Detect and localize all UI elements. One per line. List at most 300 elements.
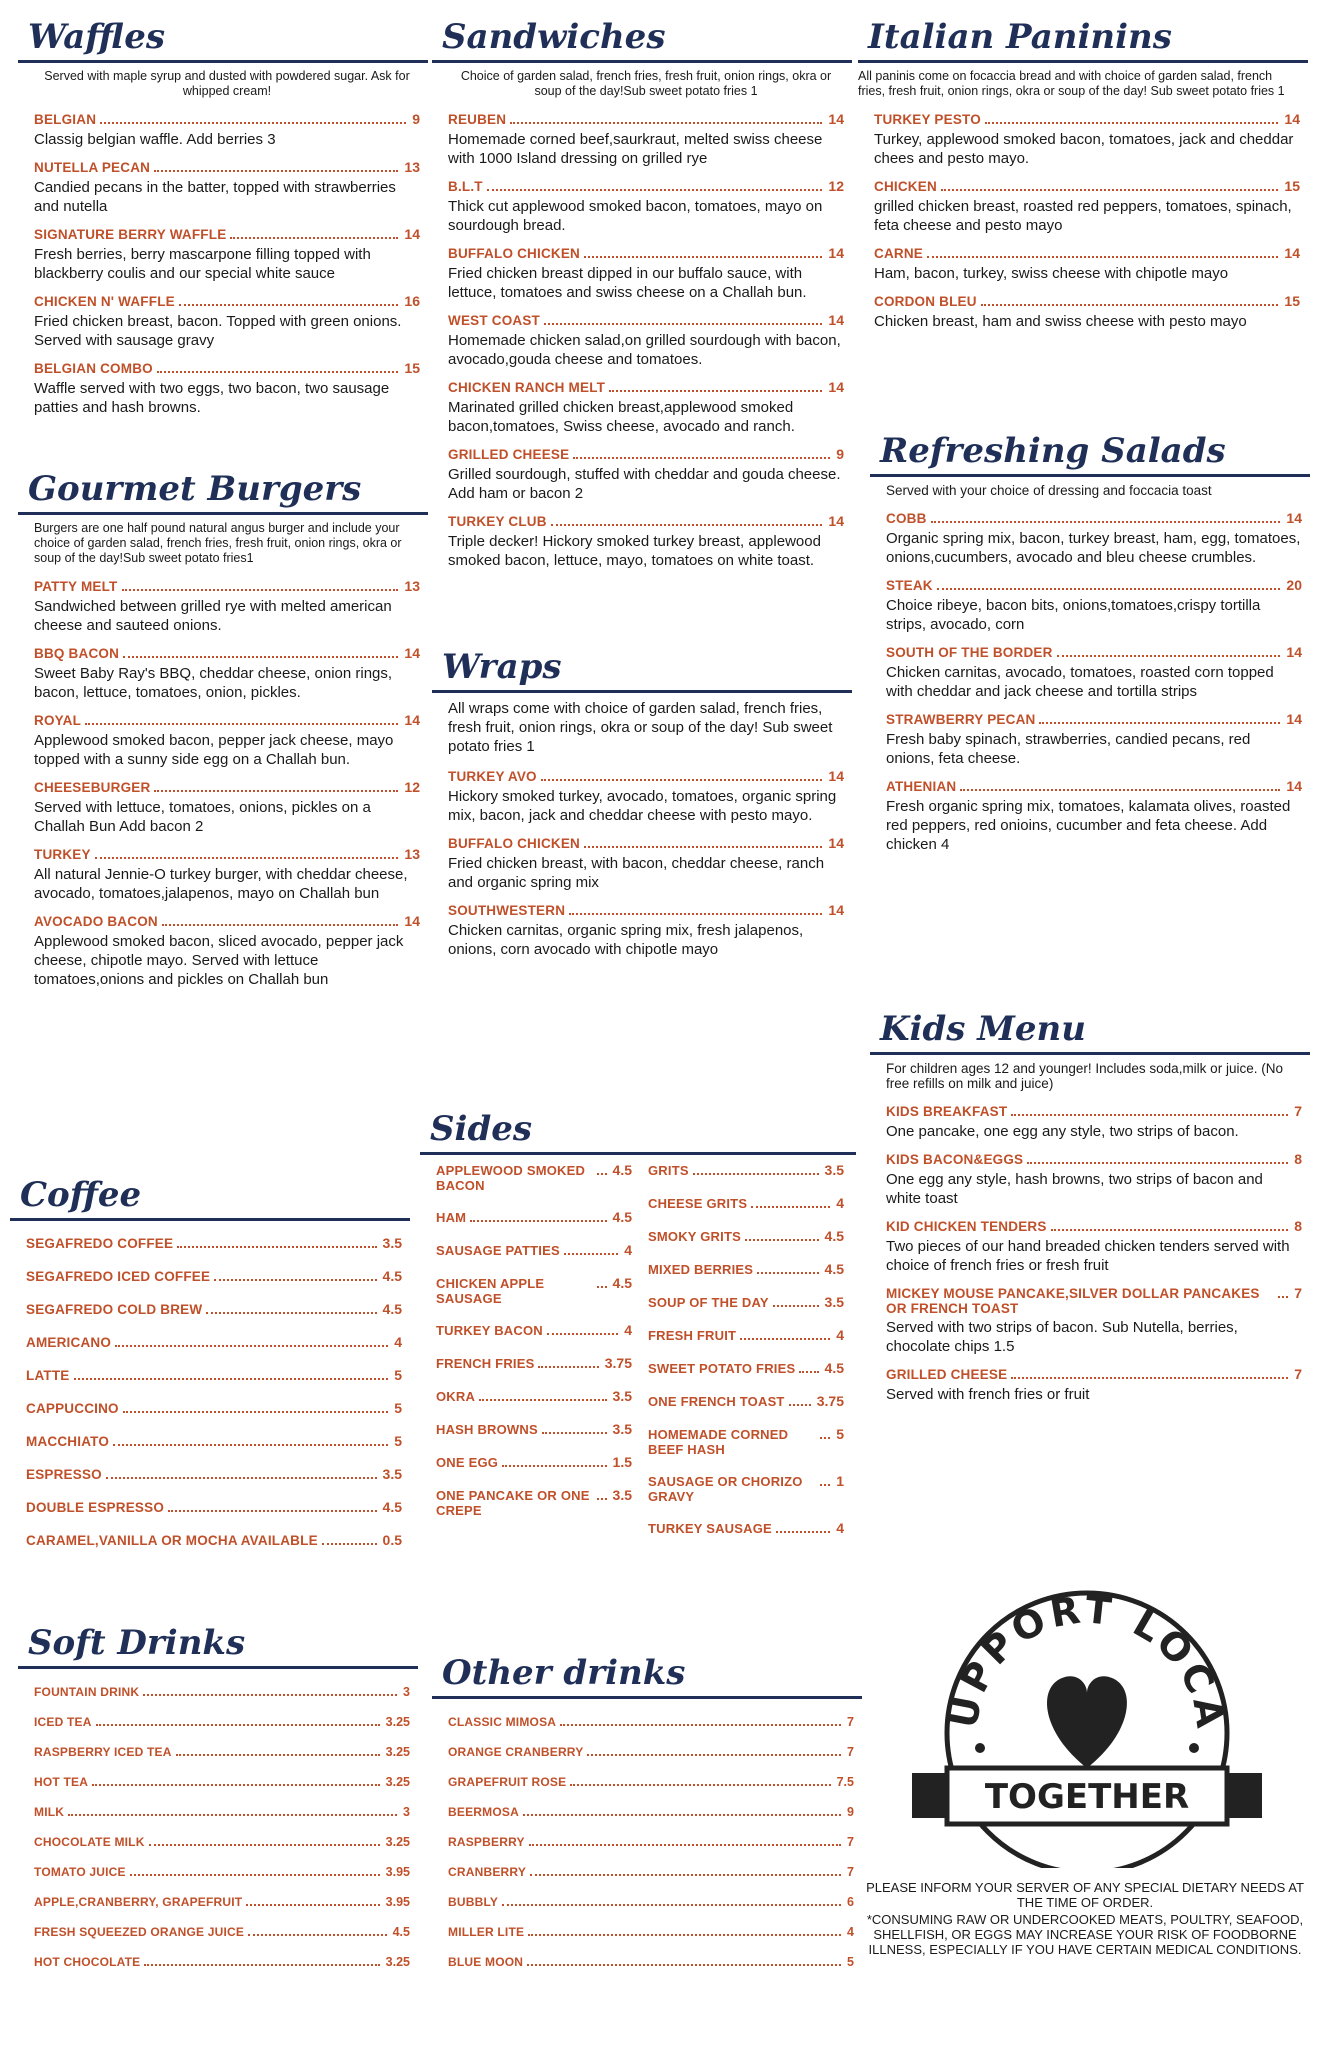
dot-leader [927,256,1278,258]
menu-item-description: Homemade chicken salad,on grilled sourdough with bacon, avocado,gouda cheese and tomatoes. [448,332,841,368]
section-divider [18,1666,418,1669]
menu-item [26,1466,402,1483]
menu-item [648,1360,844,1377]
menu-item-header [448,1865,854,1880]
badge-top-text: UPPORT LOCA [941,1587,1233,1735]
menu-item-price: 5 [394,1433,402,1449]
menu-item-header [34,1685,410,1700]
menu-item-price: 3.25 [385,1745,410,1759]
dot-leader [527,1964,841,1966]
menu-item-name: SEGAFREDO COLD BREW [26,1302,203,1317]
menu-item-description: Applewood smoked bacon, pepper jack cheese, mayo topped with a sunny side egg on a Challah bun. [34,732,394,768]
menu-item-price: 12 [828,178,844,194]
dot-leader [773,1305,819,1307]
menu-item-name: KIDS BACON&EGGS [886,1152,1024,1167]
menu-item-price: 14 [1286,711,1302,727]
menu-item-price: 3.75 [604,1355,632,1371]
menu-item-header [648,1195,844,1212]
section-intro: Served with your choice of dressing and foccacia toast [886,483,1212,498]
menu-item-name: PATTY MELT [34,579,118,594]
menu-item-header [436,1209,632,1226]
menu-list [870,1103,1310,1404]
menu-item [448,1925,854,1940]
sides-section [420,1106,856,1606]
menu-item-name: MIXED BERRIES [648,1262,754,1277]
menu-item-description: Ham, bacon, turkey, swiss cheese with chipotle mayo [874,265,1229,282]
dot-leader [751,1206,830,1208]
menu-item-header [34,1805,410,1820]
menu-item-description: Fresh organic spring mix, tomatoes, kalamata olives, roasted red peppers, red onioins, cucumber and feta cheese. Add chicken 4 [886,798,1291,853]
menu-item [874,293,1300,331]
dot-leader [573,457,830,459]
section-divider [18,512,428,515]
menu-item-name: TURKEY BACON [436,1323,543,1338]
menu-item [448,1745,854,1760]
dot-leader [693,1173,819,1175]
dot-leader [85,723,398,725]
menu-item-name: CHICKEN N' WAFFLE [34,294,175,309]
menu-item [436,1275,632,1306]
menu-item-name: AMERICANO [26,1335,112,1350]
menu-item-description: Choice ribeye, bacon bits, onions,tomatoes,crispy tortilla strips, avocado, corn [886,597,1261,633]
menu-item-header [448,768,844,785]
menu-item-header [26,1400,402,1417]
dot-leader [74,1378,389,1380]
menu-item-description: Two pieces of our hand breaded chicken tenders served with choice of french fries or fresh fruit [886,1238,1290,1274]
menu-item-description: Served with lettuce, tomatoes, onions, pickles on a Challah Bun Add bacon 2 [34,799,371,835]
menu-item [448,245,844,302]
menu-item-price: 4.5 [824,1228,844,1244]
menu-item-price: 3.5 [612,1487,632,1503]
menu-item-header [648,1473,844,1504]
menu-item-header [436,1487,632,1518]
menu-item-name: SMOKY GRITS [648,1229,741,1244]
menu-item-header [886,577,1302,594]
dot-leader [597,1173,607,1175]
menu-item-name: REUBEN [448,112,507,127]
menu-item-description: Chicken carnitas, avocado, tomatoes, roasted corn topped with cheddar and jack cheese and tortilla strips [886,664,1274,700]
menu-item-header [436,1355,632,1372]
menu-item [34,159,420,216]
section-divider [10,1218,410,1221]
section-title: Other drinks [442,1653,686,1693]
section-intro: For children ages 12 and younger! Includes soda,milk or juice. (No free refills on milk and juice) [886,1061,1283,1091]
menu-item-price: 4.5 [382,1499,402,1515]
menu-item-price: 3.5 [612,1388,632,1404]
menu-item-name: ICED TEA [34,1715,92,1729]
menu-item-header [26,1268,402,1285]
dot-leader [502,1904,841,1906]
menu-item-price: 16 [404,293,420,309]
menu-item [648,1261,844,1278]
menu-item [448,1715,854,1730]
section-title: Kids Menu [880,1009,1086,1049]
menu-item-header [26,1532,402,1549]
menu-item-price: 3.5 [382,1235,402,1251]
menu-item-name: DOUBLE ESPRESSO [26,1500,165,1515]
dot-leader [1057,655,1281,657]
dot-leader [143,1694,397,1696]
menu-item-name: HOMEMADE CORNED BEEF HASH [648,1427,789,1457]
dot-leader [168,1510,377,1512]
menu-item [886,1285,1302,1356]
section-intro: Burgers are one half pound natural angus burger and include your choice of garden salad, french fries, fresh fruit, onion rings, okra or soup of the day!Sub sweet potato fries1 [34,521,402,565]
menu-item-price: 3.25 [385,1955,410,1969]
menu-item-header [874,293,1300,310]
menu-item-price: 14 [828,111,844,127]
menu-item [448,1805,854,1820]
menu-list [432,768,852,959]
menu-item-name: CARAMEL,VANILLA OR MOCHA AVAILABLE [26,1533,318,1548]
menu-item-header [886,1218,1302,1235]
section-divider [432,1696,862,1699]
menu-item-price: 14 [404,712,420,728]
menu-item-name: OKRA [436,1389,476,1404]
menu-item-price: 3.95 [385,1895,410,1909]
menu-item [874,178,1300,235]
menu-item [648,1294,844,1311]
dot-leader [130,1874,380,1876]
menu-item [448,835,844,892]
menu-item [886,1103,1302,1141]
menu-item-price: 14 [1286,778,1302,794]
menu-item-header [886,1285,1302,1316]
menu-item [648,1195,844,1212]
menu-item-header [448,835,844,852]
menu-item-name: CHEESE GRITS [648,1196,748,1211]
menu-item-name: AVOCADO BACON [34,914,158,929]
menu-item [34,578,420,635]
menu-item-price: 8 [1294,1151,1302,1167]
menu-item [648,1520,844,1537]
menu-item [436,1322,632,1339]
dot-leader [154,790,398,792]
dot-leader [570,1784,830,1786]
dot-leader [95,857,399,859]
menu-item [886,711,1302,768]
section-title: Sandwiches [442,17,666,57]
sides-right-column [648,1162,844,1553]
dot-leader [157,371,399,373]
dot-leader [529,1844,841,1846]
menu-item-price: 14 [828,245,844,261]
menu-item-name: KIDS BREAKFAST [886,1104,1008,1119]
menu-item-price: 3.25 [385,1835,410,1849]
menu-item-name: BELGIAN [34,112,97,127]
section-intro: Served with maple syrup and dusted with powdered sugar. Ask for whipped cream! [44,69,410,98]
dot-leader [214,1279,376,1281]
menu-item [448,513,844,570]
menu-item [448,1895,854,1910]
menu-item [34,1865,410,1880]
menu-item-name: TURKEY CLUB [448,514,547,529]
menu-item-description: Grilled sourdough, stuffed with cheddar and gouda cheese. Add ham or bacon 2 [448,466,841,502]
menu-item-header [648,1360,844,1377]
menu-item [448,379,844,436]
menu-item [34,1895,410,1910]
menu-item [26,1268,402,1285]
menu-item-price: 4.5 [612,1275,632,1291]
menu-item [34,1775,410,1790]
menu-item-price: 3 [403,1805,410,1819]
dot-leader [115,1345,388,1347]
dot-leader [179,304,399,306]
menu-item-name: TOMATO JUICE [34,1865,126,1879]
section-divider [858,60,1308,63]
menu-item-name: B.L.T [448,179,483,194]
menu-item-price: 4.5 [824,1360,844,1376]
menu-item-description: Homemade corned beef,saurkraut, melted swiss cheese with 1000 Island dressing on grilled rye [448,131,823,167]
menu-item [448,111,844,168]
menu-item-price: 4 [836,1195,844,1211]
menu-item-price: 3.5 [382,1466,402,1482]
dot-leader [92,1784,380,1786]
menu-item-header [448,1955,854,1970]
menu-item-price: 4 [847,1925,854,1939]
menu-item-name: SOUTHWESTERN [448,903,566,918]
menu-item [436,1421,632,1438]
menu-item-name: CARNE [874,246,924,261]
menu-item-price: 9 [412,111,420,127]
menu-item-description: Applewood smoked bacon, sliced avocado, pepper jack cheese, chipotle mayo. Served with lettuce tomatoes,onions and pickles on Challah bun [34,933,404,988]
dot-leader [538,1366,598,1368]
dot-leader [246,1904,379,1906]
menu-item-header [436,1421,632,1438]
waffles-section [18,14,428,427]
menu-item-name: SIGNATURE BERRY WAFFLE [34,227,227,242]
menu-item-price: 3.75 [816,1393,844,1409]
menu-item-description: Chicken carnitas, organic spring mix, fresh jalapenos, onions, corn avocado with chipotle mayo [448,922,804,958]
menu-item-description: Served with two strips of bacon. Sub Nutella, berries, chocolate chips 1.5 [886,1319,1238,1355]
menu-item-name: FOUNTAIN DRINK [34,1685,140,1699]
menu-item [886,1151,1302,1208]
menu-item [448,1955,854,1970]
menu-item-header [448,1745,854,1760]
menu-item [34,645,420,702]
menu-list [18,111,428,417]
menu-item-header [34,293,420,310]
menu-item [886,1366,1302,1404]
menu-item [648,1228,844,1245]
menu-item-header [448,1775,854,1790]
menu-item-name: TURKEY SAUSAGE [648,1521,772,1536]
support-local-badge [892,1568,1282,1868]
section-intro: All wraps come with choice of garden salad, french fries, fresh fruit, onion rings, okra or soup of the day! Sub sweet potato fries 1 [448,700,833,755]
menu-item-price: 20 [1286,577,1302,593]
menu-item [34,1805,410,1820]
menu-item-price: 5 [394,1367,402,1383]
menu-item-name: ONE PANCAKE OR ONE CREPE [436,1488,590,1518]
menu-item-name: CRANBERRY [448,1865,527,1879]
dot-leader [1027,1162,1288,1164]
menu-item-header [436,1162,632,1193]
section-title: Coffee [20,1175,142,1215]
menu-item-price: 4.5 [824,1261,844,1277]
menu-item-price: 6 [847,1895,854,1909]
section-divider [870,1052,1310,1055]
dot-leader [113,1444,388,1446]
menu-item-price: 5 [836,1426,844,1442]
menu-item-price: 7.5 [836,1775,854,1789]
menu-item-header [648,1294,844,1311]
menu-item-name: ONE EGG [436,1455,499,1470]
menu-item-name: MACCHIATO [26,1434,110,1449]
menu-item-header [448,379,844,396]
menu-item-header [34,111,420,128]
menu-item-description: Fresh berries, berry mascarpone filling topped with blackberry coulis and our special white sauce [34,246,371,282]
menu-item-header [448,902,844,919]
menu-item-description: Marinated grilled chicken breast,applewood smoked bacon,tomatoes, Swiss cheese, avocado and ranch. [448,399,795,435]
menu-item-price: 3.25 [385,1775,410,1789]
menu-item-price: 14 [1286,644,1302,660]
menu-list [18,578,428,989]
menu-item-name: BLUE MOON [448,1955,524,1969]
menu-item-name: STEAK [886,578,933,593]
menu-item-price: 14 [1284,245,1300,261]
dot-leader [176,1754,380,1756]
section-divider [432,690,852,693]
menu-item-header [436,1454,632,1471]
menu-item-header [648,1520,844,1537]
menu-item-header [436,1242,632,1259]
menu-item [886,778,1302,854]
soft-drinks-section [18,1620,418,1985]
menu-item-name: RASPBERRY [448,1835,525,1849]
menu-item-name: BUFFALO CHICKEN [448,246,580,261]
menu-item [34,913,420,989]
dot-leader [479,1399,606,1401]
menu-item-price: 13 [404,578,420,594]
menu-item-description: One egg any style, hash browns, two strips of bacon and white toast [886,1171,1263,1207]
menu-item-header [448,1715,854,1730]
dot-leader [820,1437,830,1439]
badge-banner-text: TOGETHER [984,1777,1190,1817]
menu-item [448,902,844,959]
menu-item-price: 4.5 [612,1162,632,1178]
menu-item-header [648,1426,844,1457]
menu-item [436,1242,632,1259]
menu-item-header [886,1103,1302,1120]
menu-item [436,1487,632,1518]
menu-item-description: All natural Jennie-O turkey burger, with cheddar cheese, avocado, tomatoes,jalapenos, mayo on Challah bun [34,866,408,902]
menu-item-name: BUBBLY [448,1895,499,1909]
menu-item-header [886,778,1302,795]
menu-item-header [26,1235,402,1252]
menu-item-description: Thick cut applewood smoked bacon, tomatoes, mayo on sourdough bread. [448,198,823,234]
menu-item-name: COBB [886,511,927,526]
dot-leader [1039,722,1280,724]
menu-item [34,846,420,903]
menu-item-price: 3.95 [385,1865,410,1879]
dot-leader [122,589,399,591]
menu-item-header [34,1955,410,1970]
menu-item-header [448,1835,854,1850]
menu-item-price: 4 [624,1242,632,1258]
menu-item-header [448,1895,854,1910]
menu-item-name: STRAWBERRY PECAN [886,712,1036,727]
dot-leader [981,304,1279,306]
menu-item-header [34,578,420,595]
menu-item-name: TURKEY [34,847,91,862]
menu-item [26,1532,402,1549]
menu-item-description: Candied pecans in the batter, topped with strawberries and nutella [34,179,396,215]
dot-leader [1051,1229,1289,1231]
menu-item-name: APPLE,CRANBERRY, GRAPEFRUIT [34,1895,243,1909]
menu-item-name: TURKEY AVO [448,769,537,784]
menu-item-header [886,510,1302,527]
menu-item-price: 7 [1294,1103,1302,1119]
menu-item [34,293,420,350]
dot-leader [322,1543,377,1545]
dot-leader [162,924,399,926]
menu-item-header [448,178,844,195]
menu-item-name: HOT CHOCOLATE [34,1955,141,1969]
menu-item [448,178,844,235]
menu-item-header [436,1275,632,1306]
menu-item-price: 3.5 [612,1421,632,1437]
dot-leader [106,1477,377,1479]
menu-item-header [34,645,420,662]
menu-item-name: ROYAL [34,713,82,728]
menu-item-description: Fried chicken breast, with bacon, cheddar cheese, ranch and organic spring mix [448,855,825,891]
menu-item [34,226,420,283]
menu-item-price: 7 [847,1715,854,1729]
dot-leader [206,1312,376,1314]
menu-item-price: 14 [828,312,844,328]
menu-item [886,577,1302,634]
menu-item [874,245,1300,283]
menu-item-header [648,1327,844,1344]
menu-item-name: CLASSIC MIMOSA [448,1715,557,1729]
menu-item-name: ORANGE CRANBERRY [448,1745,584,1759]
section-title: Wraps [442,647,562,687]
menu-item [648,1327,844,1344]
menu-item-price: 14 [828,768,844,784]
menu-item-price: 15 [1284,293,1300,309]
menu-item-price: 4.5 [382,1301,402,1317]
menu-item-price: 4 [394,1334,402,1350]
menu-item [448,768,844,825]
menu-item-header [34,1925,410,1940]
menu-item [26,1433,402,1450]
menu-item-name: ATHENIAN [886,779,957,794]
menu-item [448,446,844,503]
dot-leader [144,1964,379,1966]
menu-item-header [648,1162,844,1179]
menu-item [34,1685,410,1700]
menu-item-price: 14 [828,902,844,918]
dot-leader [597,1498,607,1500]
menu-item-header [448,245,844,262]
menu-item-description: Organic spring mix, bacon, turkey breast, ham, egg, tomatoes, onions,cucumbers, avocado and bleu cheese crumbles. [886,530,1301,566]
menu-item-description: Fried chicken breast, bacon. Topped with green onions. Served with sausage gravy [34,313,402,349]
dot-leader [100,122,406,124]
dot-leader [96,1724,380,1726]
dot-leader [776,1531,830,1533]
menu-item-header [26,1466,402,1483]
menu-item-header [34,1715,410,1730]
menu-item-price: 3.25 [385,1715,410,1729]
menu-item-name: NUTELLA PECAN [34,160,151,175]
dot-leader [960,789,1280,791]
dot-leader [177,1246,376,1248]
menu-item-price: 14 [1286,510,1302,526]
dot-leader [931,521,1281,523]
menu-list [870,510,1310,854]
menu-item-name: CORDON BLEU [874,294,977,309]
menu-item-price: 7 [847,1835,854,1849]
menu-item-price: 15 [404,360,420,376]
